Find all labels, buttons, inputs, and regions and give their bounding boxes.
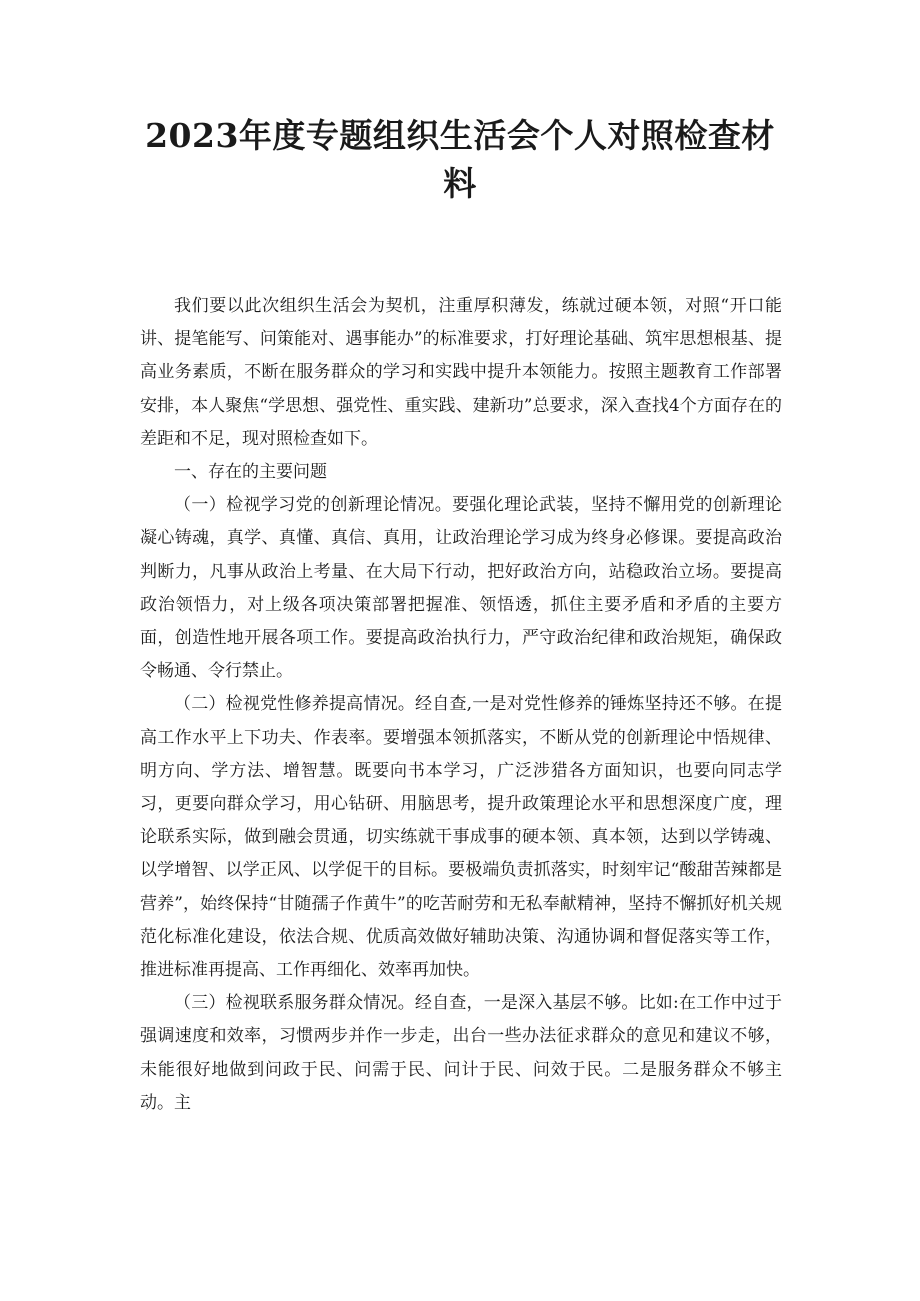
section-2-paragraph: （二）检视党性修养提高情况。经自查,一是对党性修养的锤炼坚持还不够。在提高工作水平上下功夫、作表率。要增强本领抓落实，不断从党的创新理论中悟规律、明方向、学方法、增智慧。既要向书本学习，广泛涉猎各方面知识，也要向同志学习，更要向群众学习，用心钻研、用脑思考，提升政策理论水平和思想深度广度，理论联系实际，做到融会贯通，切实练就干事成事的硬本领、真本领，达到以学铸魂、以学增智、以学正风、以学促干的目标。要极端负责抓落实，时刻牢记“酸甜苦辣都是营养”，始终保持“甘随孺子作黄牛”的吃苦耐劳和无私奉献精神，坚持不懈抓好机关规范化标准化建设，依法合规、优质高效做好辅助决策、沟通协调和督促落实等工作，推进标准再提高、工作再细化、效率再加快。: [140, 694, 782, 981]
section-heading: 一、存在的主要问题: [174, 462, 327, 483]
document-body: [140, 290, 782, 1120]
intro-paragraph: 我们要以此次组织生活会为契机，注重厚积薄发，练就过硬本领，对照“开口能讲、提笔能写、问策能对、遇事能办”的标准要求，打好理论基础、筑牢思想根基、提高业务素质，不断在服务群众的学习和实践中提升本领能力。按照主题教育工作部署安排，本人聚焦“学思想、强党性、重实践、建新功”总要求，深入查找4个方面存在的差距和不足，现对照检查如下。: [140, 296, 782, 449]
document-title: 2023年度专题组织生活会个人对照检查材料: [145, 116, 775, 203]
section-1-paragraph: （一）检视学习党的创新理论情况。要强化理论武装，坚持不懈用党的创新理论凝心铸魂，真学、真懂、真信、真用，让政治理论学习成为终身必修课。要提高政治判断力，凡事从政治上考量、在大局下行动，把好政治方向，站稳政治立场。要提高政治领悟力，对上级各项决策部署把握准、领悟透，抓住主要矛盾和矛盾的主要方面，创造性地开展各项工作。要提高政治执行力，严守政治纪律和政治规矩，确保政令畅通、令行禁止。: [140, 495, 782, 682]
section-3-paragraph: （三）检视联系服务群众情况。经自查，一是深入基层不够。比如:在工作中过于强调速度和效率，习惯两步并作一步走，出台一些办法征求群众的意见和建议不够，未能很好地做到问政于民、问需于民、问计于民、问效于民。二是服务群众不够主动。主: [140, 993, 782, 1113]
